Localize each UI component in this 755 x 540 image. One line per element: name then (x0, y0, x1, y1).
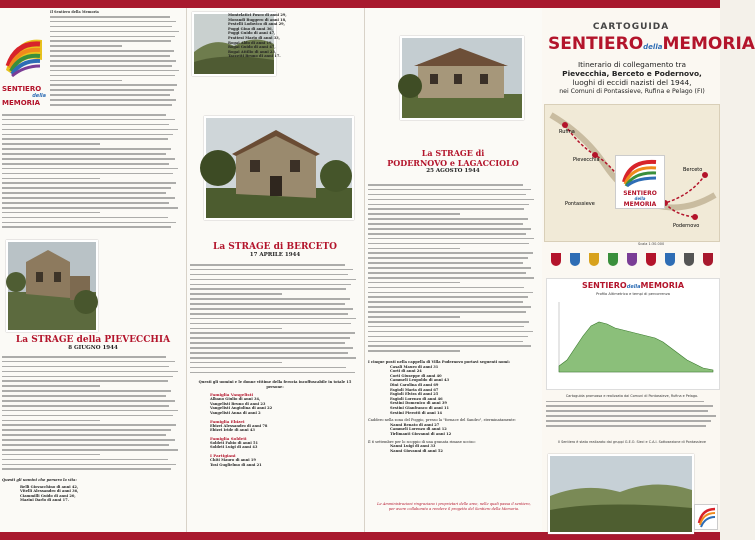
body-text-line (368, 311, 526, 313)
victim-name: Tirlimanti Giovanni di anni 12 (390, 431, 452, 436)
body-text-line (190, 303, 345, 305)
family-member: Ebizei Iride di anni 43 (210, 428, 255, 433)
victim-name: Taccetti Bruno di anni 17. (228, 54, 281, 59)
body-text-line (2, 390, 171, 392)
body-text-line (190, 298, 350, 300)
body-text-line (190, 357, 356, 359)
body-text-line (368, 199, 534, 201)
body-text-line (2, 468, 171, 470)
memoria-logo (2, 30, 46, 110)
credits-block (546, 394, 718, 438)
body-text-line (190, 313, 348, 315)
body-text-line (368, 248, 460, 250)
victim-name: Nanni Renato di anni 27 (390, 422, 440, 427)
family-heading: Famiglia Ebizei (210, 418, 245, 424)
profile-subtitle: Profilo Altimetrico e tempi di percorrenza (596, 292, 670, 296)
church-ruins-image (8, 242, 96, 330)
victim-name: Vitelli Alessandro di anni 36, (20, 489, 79, 494)
body-text-line (368, 184, 523, 186)
body-text-line (368, 277, 534, 279)
body-text-line (368, 321, 529, 323)
body-text-line (546, 415, 716, 417)
body-text-line (2, 163, 169, 165)
body-text-line (50, 21, 176, 23)
body-text-line (50, 84, 177, 86)
body-text-line (368, 252, 533, 254)
body-text-line (2, 385, 100, 387)
rainbow-flag-icon (616, 156, 664, 186)
body-text-line (2, 178, 100, 180)
body-text-line (190, 293, 282, 295)
logo-word-2: MEMORIA (2, 99, 41, 107)
body-text-line (368, 301, 523, 303)
trail-map (544, 104, 720, 242)
victim-name: Cammeli Leopoldo di anni 43 (390, 378, 450, 383)
cartoguida-label: CARTOGUIDA (592, 22, 670, 32)
body-text-line (2, 158, 175, 160)
body-text-line (2, 454, 100, 456)
crest-icon (665, 253, 675, 266)
body-text-line (50, 65, 172, 67)
body-text-line (190, 284, 351, 286)
body-text-line (2, 424, 176, 426)
podernovo-header (364, 148, 542, 174)
body-text-line (190, 372, 355, 374)
body-text-line (50, 40, 171, 42)
cover-title-word-2: MEMORIA (662, 34, 755, 54)
body-text-line (546, 405, 713, 407)
victim-name: Cammeli Lorenzo di anni 12 (390, 427, 447, 432)
victim-name: Nanni Luigi di anni 33 (390, 444, 436, 449)
body-text-line (546, 410, 708, 412)
credits-text: Cartoguida promossa e realizzata dai Comuni di Pontassieve, Rufina e Pelago. (565, 394, 699, 398)
body-text-line (50, 26, 172, 28)
family-member: Tosi Guglielmo di anni 21 (210, 462, 262, 467)
body-text-line (368, 316, 460, 318)
map-label-rufina: Rufina (559, 129, 575, 135)
stage-title-podernovo-b: PODERNOVO e LAGACCIOLO (387, 158, 519, 168)
body-text-line (190, 269, 353, 271)
logo-word-della: della (32, 93, 46, 99)
body-text-line (368, 228, 531, 230)
body-text-line (2, 143, 100, 145)
family-heading: Famiglia Soldeti (210, 435, 247, 441)
valley-image (550, 456, 692, 532)
body-text-line (368, 282, 460, 284)
body-text-line (546, 401, 704, 403)
body-text-line (368, 194, 526, 196)
body-text-line (190, 362, 282, 364)
body-text-line (50, 89, 174, 91)
cover-subtitle-1: Itinerario di collegamento tra (577, 60, 687, 69)
body-text-line (2, 434, 166, 436)
berceto-list (190, 380, 360, 467)
family-member: Ebizei Alessandro di anni 78 (210, 423, 268, 428)
body-text-line (2, 420, 100, 422)
body-text-line (2, 400, 175, 402)
cover-title-word-1: SENTIERO (548, 34, 644, 54)
body-text-line (2, 429, 171, 431)
body-text-line (190, 337, 350, 339)
pievecchia-victims (2, 478, 182, 503)
body-text-line (190, 342, 345, 344)
top-border (0, 0, 720, 8)
rainbow-flag-icon (695, 505, 717, 529)
elevation-chart (547, 296, 717, 378)
body-text-line (2, 114, 166, 116)
pievecchia-header (0, 335, 186, 351)
victim-name: Mazini Darlo di anni 17. (20, 498, 69, 503)
body-text-line (2, 405, 169, 407)
body-text-line (368, 189, 531, 191)
villa-image (402, 38, 522, 118)
victim-name: Dini Carolina di anni 69 (390, 382, 439, 387)
body-text-line (2, 366, 169, 368)
body-text-line (2, 124, 169, 126)
body-text-line (50, 45, 122, 47)
body-text-line (2, 197, 175, 199)
berceto-header (186, 242, 364, 258)
body-text-line (50, 50, 174, 52)
body-text-line (190, 288, 346, 290)
profile-title-della: della (626, 284, 641, 290)
map-logo-word-2: MEMORIA (623, 201, 657, 208)
body-text-line (546, 420, 711, 422)
stage-date-pievecchia: 8 GIUGNO 1944 (68, 345, 118, 351)
body-text-line (2, 444, 169, 446)
body-text-line (50, 104, 172, 106)
family-member: Soldeti Luigi di anni 43 (210, 445, 258, 450)
body-text-line (2, 226, 171, 228)
body-text-line (190, 367, 346, 369)
body-text-line (2, 182, 176, 184)
victim-name: Morandi Ruggero di anni 18, (228, 17, 287, 22)
crest-icon (608, 253, 618, 266)
intro-text (50, 10, 182, 15)
body-text-line (368, 204, 529, 206)
body-text-line (190, 264, 345, 266)
family-member: Vangelisti Anna di anni 2 (210, 410, 261, 415)
victim-name: Rogai Guido di anni 47, (228, 45, 276, 50)
body-text-line (190, 332, 355, 334)
body-text-line (2, 464, 176, 466)
berceto-text (190, 264, 360, 376)
body-text-line (368, 331, 533, 333)
body-text-line (190, 308, 353, 310)
body-text-line (50, 31, 179, 33)
victim-name: Belli Giovacchino di anni 42, (20, 484, 79, 489)
crest-icon (627, 253, 637, 266)
body-text-line (2, 395, 166, 397)
body-text-line (368, 287, 524, 289)
body-text-line (2, 217, 168, 219)
body-text-line (2, 361, 175, 363)
body-text-line (368, 223, 523, 225)
body-text-line (190, 352, 348, 354)
map-logo-word-1: SENTIERO (623, 190, 657, 197)
crest-icon (570, 253, 580, 266)
body-text-line (368, 272, 526, 274)
family-heading: Famiglia Vangelisti (210, 392, 254, 398)
body-text-line (2, 371, 178, 373)
body-text-line (2, 119, 175, 121)
body-text-line (190, 279, 356, 281)
body-text-line (368, 218, 528, 220)
intro-lead: Il Sentiero della Memoria (50, 10, 99, 14)
family-heading: I Partigiani (210, 452, 236, 458)
family-member: Soldeti Fabio di anni 51 (210, 440, 258, 445)
cover-title-della: della (643, 43, 663, 51)
victim-name: Fagioli Maria di anni 67 (390, 387, 439, 392)
victim-name: Fagioli Elvira di anni 25 (390, 392, 439, 397)
panel-cover (542, 8, 755, 532)
body-text-line (50, 94, 170, 96)
body-text-line (190, 274, 348, 276)
victim-name: Nanni Giovanni di anni 52 (390, 448, 443, 453)
logo-word-1: SENTIERO (2, 85, 42, 93)
body-text-line (368, 292, 533, 294)
body-text-line (190, 323, 351, 325)
body-text-line (368, 267, 531, 269)
body-text-line (50, 80, 122, 82)
panel-podernovo (364, 8, 542, 532)
body-text-line (2, 129, 178, 131)
victim-name: Corti di anni 24 (390, 369, 422, 374)
body-text-line (2, 138, 168, 140)
profile-title (547, 281, 719, 292)
berceto-names-top (228, 13, 358, 59)
body-text-line (2, 439, 175, 441)
victim-name: Casali Mauro di anni 31 (390, 364, 439, 369)
berceto-house-photo (204, 116, 354, 220)
body-text-line (190, 328, 282, 330)
body-text-line (2, 459, 168, 461)
body-text-line (368, 233, 526, 235)
body-text-line (50, 55, 170, 57)
crest-icon (684, 253, 694, 266)
map-logo-della: della (634, 196, 646, 201)
crest-icon (646, 253, 656, 266)
podernovo-list-title: I cinque posti nella cappella di Villa Podernovo portavi seguenti nomi: (368, 360, 510, 364)
body-text-line (2, 415, 173, 417)
profile-title-word-2: MEMORIA (640, 281, 685, 290)
landscape-photo (548, 454, 694, 534)
map-label-pievecchia: Pievecchia (573, 157, 600, 163)
intro-text-lines (50, 16, 182, 109)
body-text-line (368, 238, 534, 240)
pievecchia-photo (6, 240, 98, 332)
crest-icon (703, 253, 713, 266)
victim-name: Fagioli Lorenzo di anni 46 (390, 396, 443, 401)
small-logo (694, 504, 718, 530)
stage-title-podernovo-a: La STRAGE di (421, 148, 485, 158)
intro-text-lines-2 (2, 114, 182, 231)
body-text-line (368, 306, 531, 308)
body-text-line (368, 296, 528, 298)
body-text-line (50, 60, 176, 62)
body-text-line (2, 168, 178, 170)
cover-subtitle-3: luoghi di eccidi nazisti del 1944, (572, 78, 692, 87)
victim-name: Sestini Pierotti di anni 14 (390, 410, 443, 415)
body-text-line (2, 410, 178, 412)
body-text-line (368, 243, 529, 245)
body-text-line (368, 350, 460, 352)
family-member: Chiti Mauro di anni 19 (210, 457, 256, 462)
rainbow-flag-icon (2, 30, 46, 82)
victim-name: Sestini Gianfranco di anni 11 (390, 405, 450, 410)
body-text-line (2, 222, 176, 224)
family-member: Vangelisti Angiolina di anni 22 (210, 406, 273, 411)
victim-name: Rogai Attilio di anni 23, (228, 49, 277, 54)
body-text-line (2, 380, 168, 382)
body-text-line (2, 148, 171, 150)
map-label-berceto: Berceto (683, 167, 703, 173)
cover-subtitle-4: nei Comuni di Pontassieve, Rufina e Pelago (FI) (559, 88, 705, 95)
body-text-line (368, 336, 528, 338)
victim-name: Ciammilli Guido di anni 20, (20, 493, 76, 498)
cover-subtitle-2: Pievecchia, Berceto e Podernovo, (562, 69, 702, 78)
trail-makers-note: Il Sentiero è stato realizzato dai gruppi G.E.O. Sieci e C.A.I. Sottosezione di Pontassieve (558, 440, 706, 444)
pievecchia-text (2, 356, 182, 473)
map-scale: Scala 1:30.000 (638, 242, 665, 246)
podernovo-photo (400, 36, 524, 120)
victim-name: Rogai Aldo di anni 19, (228, 40, 273, 45)
map-logo (615, 155, 665, 209)
victim-name: Prattesi Mario di anni 33, (228, 35, 280, 40)
body-text-line (50, 16, 170, 18)
municipal-crests (546, 250, 718, 268)
body-text-line (2, 192, 166, 194)
body-text-line (190, 347, 353, 349)
body-text-line (2, 187, 171, 189)
map-label-podernovo: Podernovo (673, 223, 700, 229)
family-member: Vangelisti Bruno di anni 23 (210, 401, 266, 406)
body-text-line (2, 153, 166, 155)
stage-title-berceto: La STRAGE di BERCETO (213, 242, 337, 252)
stage-date-berceto: 17 APRILE 1944 (249, 252, 301, 258)
stage-date-podernovo: 25 AGOSTO 1944 (426, 168, 480, 174)
body-text-line (2, 449, 178, 451)
victim-name: Poggi Guido di anni 47, (228, 31, 276, 36)
body-text-line (190, 318, 356, 320)
body-text-line (368, 326, 524, 328)
stone-house-image (206, 118, 352, 218)
thanks-note: Le Amministrazioni ringraziano i proprietari delle aree, nelle quali passa il sentiero, per avere collaborato a rendere il progetto del Sentiero della Memoria. (377, 502, 531, 511)
body-text-line (2, 173, 173, 175)
body-text-line (2, 207, 178, 209)
body-text-line (50, 99, 176, 101)
body-text-line (546, 425, 706, 427)
victim-name: Sestini Domenico di anni 39 (390, 401, 447, 406)
body-text-line (368, 213, 460, 215)
victim-name: Poggi Gino di anni 36, (228, 26, 273, 31)
crest-icon (551, 253, 561, 266)
crest-icon (589, 253, 599, 266)
body-text-line (2, 212, 100, 214)
body-text-line (368, 257, 528, 259)
podernovo-text (368, 184, 538, 355)
body-text-line (2, 134, 173, 136)
family-member: Albano Giulio di anni 34, (210, 397, 261, 402)
podernovo-list (368, 360, 538, 453)
body-text-line (50, 36, 175, 38)
victim-name: Corti Giuseppe di anni 40 (390, 373, 442, 378)
cover-title (548, 34, 755, 57)
stage-title-pievecchia: La STRAGE della PIEVECCHIA (15, 335, 171, 345)
body-text-line (2, 202, 169, 204)
cover-subtitle (546, 60, 718, 96)
body-text-line (368, 208, 524, 210)
victim-name: Pestelli Lodovico di anni 29, (228, 22, 285, 27)
body-text-line (50, 70, 179, 72)
map-label-pontassieve: Pontassieve (565, 201, 595, 207)
body-text-line (368, 262, 523, 264)
body-text-line (368, 341, 523, 343)
victims-title: Questi gli uomini che persero la vita: (2, 478, 77, 482)
body-text-line (368, 345, 531, 347)
elevation-profile (546, 278, 720, 390)
body-text-line (2, 376, 173, 378)
berceto-list-title: Questi gli uomini e le donne vittime della ferocia incoffuscabile in totale 15 persone: (198, 380, 352, 389)
body-text-line (50, 75, 175, 77)
profile-title-word-1: SENTIERO (581, 281, 627, 290)
panel-pievecchia (0, 8, 186, 532)
podernovo-second-title: Caddero nella zona del Poggio, presso la "fornace del Sandro", sterminatamente: (368, 418, 516, 423)
victim-name: Montelatici Fosco di anni 29, (228, 13, 287, 17)
body-text-line (2, 356, 166, 358)
panel-berceto (186, 8, 364, 532)
podernovo-third-title: Il 6 settembre per lo scoppio di una granata rimase ucciso: (368, 439, 476, 444)
